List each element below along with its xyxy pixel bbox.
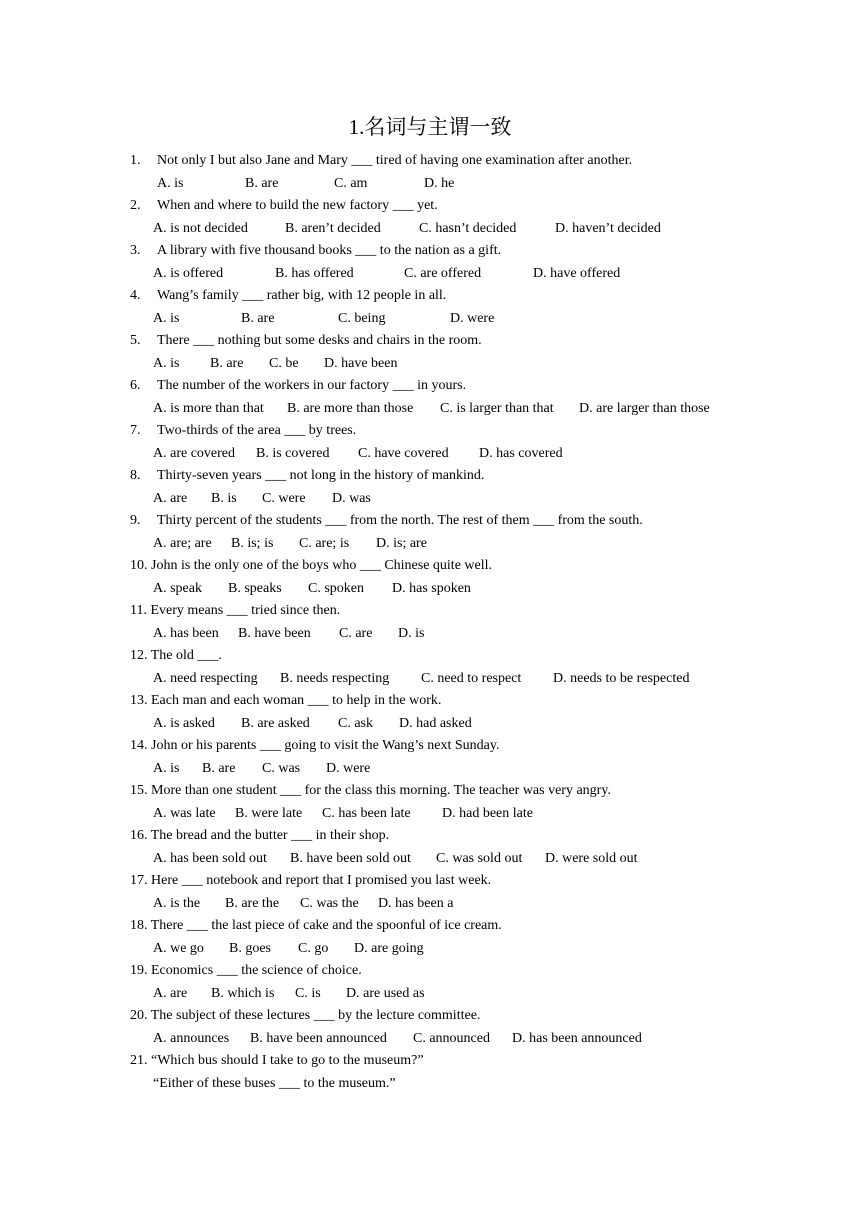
question-body: John is the only one of the boys who ___ Chinese quite well. (151, 558, 493, 573)
option-a: A. are; are (153, 535, 212, 551)
question-text: Wang’s family ___ rather big, with 12 people in all. (157, 288, 447, 303)
option-a: A. was late (153, 805, 216, 821)
question-options (0, 938, 860, 961)
option-b: B. aren’t decided (285, 220, 381, 236)
question-number: 18. (130, 918, 148, 933)
option-a: A. are covered (153, 445, 236, 461)
option-c: C. announced (413, 1030, 490, 1046)
question-number: 20. (130, 1008, 148, 1023)
question-stem (0, 555, 860, 578)
option-d: D. haven’t decided (555, 220, 661, 236)
question-text: There ___ nothing but some desks and chairs in the room. (157, 333, 482, 348)
option-c: C. is (295, 985, 321, 1001)
option-b: B. are (210, 355, 244, 371)
question-stem (0, 510, 860, 533)
option-b: B. has offered (275, 265, 354, 281)
option-a: A. has been (153, 625, 219, 641)
page-title: 1.名词与主谓一致 (348, 115, 512, 139)
question-text (130, 960, 362, 983)
option-b: B. which is (211, 985, 275, 1001)
option-a: A. is (153, 760, 180, 776)
option-b: B. are more than those (287, 400, 414, 416)
option-a: A. are (153, 490, 188, 506)
question-body: “Which bus should I take to go to the museum?” (151, 1053, 424, 1068)
question-text: The number of the workers in our factory ___ in yours. (157, 378, 467, 393)
question-body: There ___ the last piece of cake and the spoonful of ice cream. (150, 918, 502, 933)
question-number: 6. (130, 378, 141, 393)
question-body: Here ___ notebook and report that I promised you last week. (151, 873, 492, 888)
question-number: 10. (130, 558, 148, 573)
option-b: B. are (202, 760, 236, 776)
question-number: 15. (130, 783, 148, 798)
question-number: 5. (130, 333, 141, 348)
question-text (130, 870, 491, 893)
option-d: D. he (424, 175, 455, 191)
option-c: C. ask (338, 715, 373, 731)
question-body: The old ___. (150, 648, 222, 663)
question-body: Economics ___ the science of choice. (151, 963, 362, 978)
question-number: 11. (130, 603, 147, 618)
question-number: 21. (130, 1053, 148, 1068)
option-a: A. announces (153, 1030, 230, 1046)
option-c: C. have covered (358, 445, 449, 461)
question-options (0, 488, 860, 511)
question-stem (0, 195, 860, 218)
question-options (0, 893, 860, 916)
option-d: D. have offered (533, 265, 621, 281)
option-b: B. are asked (241, 715, 310, 731)
option-b: B. have been sold out (290, 850, 411, 866)
question-options (0, 668, 860, 691)
option-d: D. are going (354, 940, 424, 956)
question-stem (0, 600, 860, 623)
question-stem (0, 870, 860, 893)
option-b: B. is covered (256, 445, 330, 461)
question-options (0, 713, 860, 736)
question-options (0, 578, 860, 601)
question-options (0, 443, 860, 466)
option-c: C. being (338, 310, 386, 326)
option-d: D. has spoken (392, 580, 471, 596)
option-d: D. are larger than those (579, 400, 710, 416)
question-body: The subject of these lectures ___ by the lecture committee. (150, 1008, 481, 1023)
option-c: C. is larger than that (440, 400, 554, 416)
option-d: D. has covered (479, 445, 563, 461)
question-number: 13. (130, 693, 148, 708)
option-b: B. were late (235, 805, 303, 821)
option-c: C. was (262, 760, 301, 776)
option-a: A. has been sold out (153, 850, 267, 866)
option-a: A. is the (153, 895, 201, 911)
question-stem (0, 915, 860, 938)
option-c: C. spoken (308, 580, 364, 596)
option-b: B. speaks (228, 580, 282, 596)
option-b: B. is; is (231, 535, 274, 551)
question-text (130, 915, 502, 938)
question-stem (0, 285, 860, 308)
question-text: When and where to build the new factory ___ yet. (157, 198, 438, 213)
question-text-continued: “Either of these buses ___ to the museum.” (153, 1075, 396, 1091)
question-stem (0, 240, 860, 263)
question-text: Thirty percent of the students ___ from the north. The rest of them ___ from the south. (157, 513, 643, 528)
option-a: A. need respecting (153, 670, 258, 686)
option-d: D. had asked (399, 715, 472, 731)
question-text (130, 735, 499, 758)
question-stem (0, 375, 860, 398)
option-d: D. were (450, 310, 495, 326)
question-text: A library with five thousand books ___ to the nation as a gift. (157, 243, 502, 258)
option-a: A. is (157, 175, 184, 191)
question-text (130, 690, 441, 713)
question-options (0, 173, 860, 196)
question-options (0, 848, 860, 871)
option-c: C. need to respect (421, 670, 522, 686)
option-c: C. are; is (299, 535, 350, 551)
option-a: A. is more than that (153, 400, 264, 416)
question-options (0, 533, 860, 556)
question-text: Not only I but also Jane and Mary ___ tired of having one examination after another. (157, 153, 633, 168)
question-body: The bread and the butter ___ in their shop. (150, 828, 390, 843)
question-options (0, 218, 860, 241)
question-options (0, 623, 860, 646)
option-d: D. is (398, 625, 425, 641)
option-b: B. is (211, 490, 237, 506)
question-number: 2. (130, 198, 141, 213)
option-d: D. have been (324, 355, 398, 371)
question-text: Two-thirds of the area ___ by trees. (157, 423, 357, 438)
option-a: A. is (153, 310, 180, 326)
question-text (130, 1050, 424, 1073)
question-stem (0, 420, 860, 443)
question-number: 9. (130, 513, 141, 528)
question-stem (0, 150, 860, 173)
question-continuation (0, 1073, 860, 1096)
option-c: C. has been late (322, 805, 411, 821)
option-a: A. is offered (153, 265, 224, 281)
question-number: 3. (130, 243, 141, 258)
option-b: B. are (241, 310, 275, 326)
question-number: 4. (130, 288, 141, 303)
question-options (0, 398, 860, 421)
question-number: 19. (130, 963, 148, 978)
question-number: 8. (130, 468, 141, 483)
option-b: B. have been (238, 625, 311, 641)
question-stem (0, 465, 860, 488)
option-a: A. are (153, 985, 188, 1001)
option-d: D. is; are (376, 535, 427, 551)
option-a: A. is not decided (153, 220, 248, 236)
question-number: 14. (130, 738, 148, 753)
option-c: C. was sold out (436, 850, 523, 866)
question-text (130, 825, 389, 848)
option-a: A. speak (153, 580, 202, 596)
option-c: C. were (262, 490, 306, 506)
question-options (0, 308, 860, 331)
question-text (130, 555, 492, 578)
option-d: D. needs to be respected (553, 670, 690, 686)
option-c: C. are offered (404, 265, 482, 281)
question-number: 16. (130, 828, 148, 843)
option-c: C. go (298, 940, 329, 956)
option-b: B. are the (225, 895, 280, 911)
question-stem (0, 330, 860, 353)
question-number: 12. (130, 648, 148, 663)
question-options (0, 353, 860, 376)
option-d: D. had been late (442, 805, 533, 821)
question-stem (0, 825, 860, 848)
option-c: C. are (339, 625, 373, 641)
question-stem (0, 690, 860, 713)
option-d: D. were (326, 760, 371, 776)
option-c: C. hasn’t decided (419, 220, 517, 236)
question-text: Thirty-seven years ___ not long in the history of mankind. (157, 468, 485, 483)
question-options (0, 263, 860, 286)
option-c: C. am (334, 175, 368, 191)
question-text (130, 645, 222, 668)
question-options (0, 1028, 860, 1051)
question-stem (0, 1050, 860, 1073)
question-list (0, 150, 860, 1095)
question-body: Each man and each woman ___ to help in the work. (151, 693, 442, 708)
option-b: B. goes (229, 940, 271, 956)
option-c: C. was the (300, 895, 359, 911)
question-stem (0, 645, 860, 668)
option-c: C. be (269, 355, 299, 371)
option-a: A. we go (153, 940, 204, 956)
question-number: 1. (130, 153, 141, 168)
question-number: 17. (130, 873, 148, 888)
question-stem (0, 780, 860, 803)
option-d: D. has been announced (512, 1030, 642, 1046)
question-number: 7. (130, 423, 141, 438)
question-stem (0, 960, 860, 983)
option-d: D. has been a (378, 895, 454, 911)
question-body: More than one student ___ for the class this morning. The teacher was very angry. (151, 783, 611, 798)
question-stem (0, 735, 860, 758)
question-body: Every means ___ tried since then. (150, 603, 341, 618)
option-b: B. have been announced (250, 1030, 387, 1046)
question-options (0, 803, 860, 826)
question-options (0, 758, 860, 781)
option-d: D. was (332, 490, 371, 506)
option-a: A. is asked (153, 715, 215, 731)
option-a: A. is (153, 355, 180, 371)
option-b: B. needs respecting (280, 670, 390, 686)
option-d: D. were sold out (545, 850, 638, 866)
question-options (0, 983, 860, 1006)
question-text (130, 600, 340, 623)
question-text (130, 1005, 480, 1028)
question-stem (0, 1005, 860, 1028)
question-body: John or his parents ___ going to visit the Wang’s next Sunday. (151, 738, 500, 753)
question-text (130, 780, 611, 803)
option-b: B. are (245, 175, 279, 191)
option-d: D. are used as (346, 985, 425, 1001)
